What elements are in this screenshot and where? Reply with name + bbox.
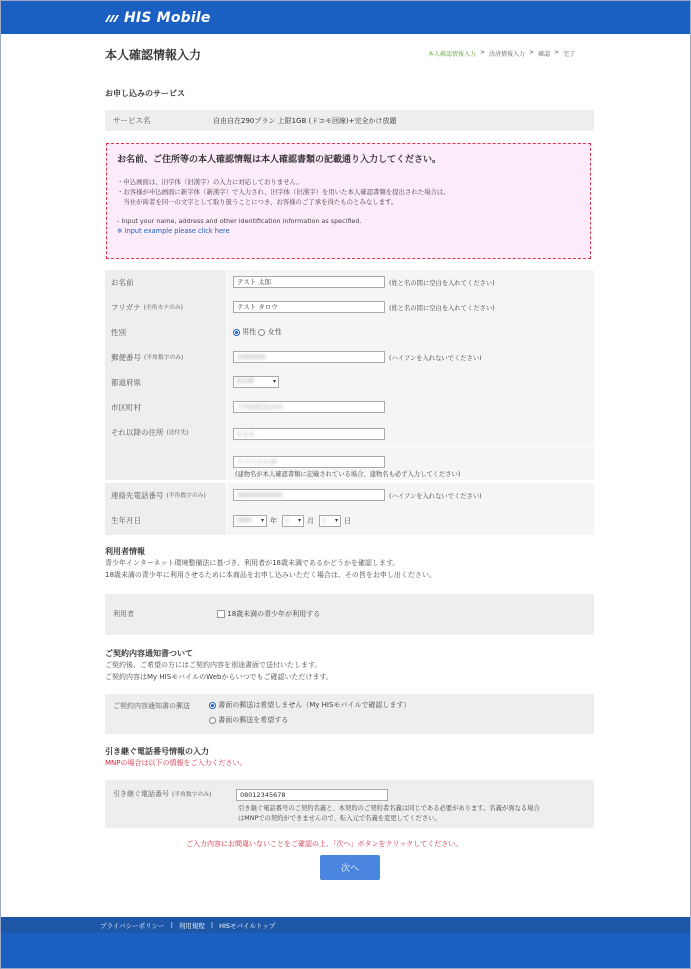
prefecture-select[interactable] — [233, 376, 279, 388]
user-info-text-2: 18歳未満の青少年に利用させるために本商品をお申し込みいただく場合は、その旨をお申し出ください。 — [105, 571, 436, 579]
phone-label — [105, 483, 226, 508]
furigana-note: (全角カナのみ) — [143, 305, 183, 311]
name-label — [105, 270, 226, 295]
day-unit: 日 — [344, 517, 351, 525]
form-row-city — [105, 395, 594, 421]
notice-title: お名前、ご住所等の本人確認情報は本人確認書類の記載通り入力してください。 — [117, 155, 442, 165]
step-complete: 完了 — [563, 51, 576, 58]
step-indicator — [428, 49, 575, 58]
phone-label-text: 連絡先電話番号 — [111, 491, 164, 500]
logo-text: HIS Mobile — [124, 10, 211, 26]
postal-field-cell — [226, 345, 594, 370]
step-payment: 決済情報入力 — [489, 51, 526, 58]
name-input[interactable]: テスト 太郎 — [233, 276, 385, 288]
service-row — [105, 110, 594, 131]
footer-separator: | — [170, 921, 173, 929]
contract-notice-title: ご契約内容通知書ついて — [105, 649, 193, 658]
gender-field-cell — [226, 320, 594, 345]
mnp-label — [113, 788, 211, 801]
notice-line: ・お客様が申込画面に新字体（新漢字）で入力され、旧字体（旧漢字）を用いた本人確認書類を提出された場合は、 — [117, 188, 450, 196]
form-row-furigana — [105, 295, 594, 321]
address-line1-input[interactable]: 1-1-1 — [233, 428, 385, 440]
form-row-address — [105, 420, 594, 481]
postal-hint: (ハイフンを入れないでください) — [389, 355, 482, 362]
year-unit: 年 — [270, 517, 277, 525]
gender-male-label: 男性 — [242, 328, 257, 336]
mnp-subtitle: MNPの場合は以下の情報をご入力ください。 — [105, 759, 247, 767]
phone-input[interactable]: 09000000000 — [233, 489, 385, 501]
prefecture-label — [105, 370, 226, 395]
footer-links — [100, 921, 275, 930]
input-example-link[interactable]: ※ Input example please click here — [117, 227, 230, 235]
no-mail-radio[interactable] — [209, 702, 216, 709]
birth-day-select[interactable] — [319, 515, 341, 527]
mail-label: 書面の郵送を希望する — [218, 716, 289, 724]
prefecture-label-text: 都道府県 — [111, 378, 141, 387]
notice-line: - Input your name, address and other identification information as specified. — [117, 217, 362, 225]
confirm-message: ご入力内容にお間違いないことをご確認の上、「次へ」ボタンをクリックしてください。 — [186, 840, 463, 848]
step-separator: > — [529, 49, 535, 56]
birth-field-cell — [226, 508, 594, 535]
furigana-input[interactable]: テスト タロウ — [233, 301, 385, 313]
form-row-postal — [105, 345, 594, 371]
prefecture-field-cell — [226, 370, 594, 395]
site-header — [1, 1, 690, 34]
phone-hint: (ハイフンを入れないでください) — [389, 493, 482, 500]
gender-female-label: 女性 — [267, 328, 282, 336]
notice-line: ・申込画面は、旧字体（旧漢字）の入力に対応しておりません。 — [117, 178, 303, 186]
mnp-note: (半角数字のみ) — [172, 792, 212, 798]
contract-notice-row — [105, 694, 594, 734]
birth-year-value: 1990 — [236, 517, 252, 524]
mnp-phone-input[interactable]: 08012345678 — [236, 789, 388, 801]
step-separator: > — [554, 49, 560, 56]
contract-notice-option-1 — [209, 699, 410, 711]
form-row-prefecture — [105, 370, 594, 396]
mnp-label-text: 引き継ぐ電話番号 — [113, 790, 169, 798]
notice-box — [106, 143, 591, 259]
furigana-label-text: フリガナ — [111, 303, 141, 312]
mail-radio[interactable] — [209, 717, 216, 724]
contract-notice-text-2: ご契約内容はMy HISモバイルのWebからいつでもご確認いただけます。 — [105, 673, 333, 681]
form-row-name — [105, 270, 594, 296]
service-value: 自由自在290プラン 上限1GB (ドコモ回線)+完全かけ放題 — [213, 116, 397, 125]
name-label-text: お名前 — [111, 278, 134, 287]
birth-year-select[interactable] — [233, 515, 267, 527]
furigana-hint: (姓と名の間に空白を入れてください) — [389, 305, 495, 312]
minor-user-checkbox-label: 18歳未満の青少年が利用する — [227, 610, 321, 618]
city-field-cell — [226, 395, 594, 420]
contract-notice-option-2 — [209, 714, 288, 726]
mnp-title: 引き継ぐ電話番号情報の入力 — [105, 747, 209, 756]
address-divider — [227, 446, 594, 447]
address-field-cell — [226, 420, 594, 480]
name-hint: (姓と名の間に空白を入れてください) — [389, 280, 495, 287]
next-button[interactable]: 次へ — [320, 855, 380, 880]
user-info-text-1: 青少年インターネット環境整備法に基づき、利用者が18歳未満であるかどうかを確認します。 — [105, 559, 400, 567]
address-line2-input[interactable]: テストビル1F — [233, 456, 385, 468]
footer-separator: | — [210, 921, 214, 929]
furigana-label — [105, 295, 226, 320]
user-row — [105, 594, 594, 635]
name-field-cell — [226, 270, 594, 295]
mnp-desc-1: 引き継ぐ電話番号のご契約名義と、本契約のご契約者名義は同じである必要があります。名義が異なる場合 — [238, 805, 540, 812]
chevron-down-icon: ▾ — [260, 517, 264, 524]
notice-line: 当社が両者を同一の文字として取り扱うことにつき、お客様のご了承を得たものとみなします。 — [117, 198, 398, 206]
furigana-field-cell — [226, 295, 594, 320]
address-hint: (建物名が本人確認書類に記載されている場合、建物名も必ず入力してください) — [235, 471, 461, 478]
phone-field-cell — [226, 483, 594, 508]
privacy-policy-link[interactable]: プライバシーポリシー — [100, 922, 165, 930]
postal-input[interactable]: 1000000 — [233, 351, 385, 363]
form-row-gender — [105, 320, 594, 346]
gender-male-radio[interactable] — [233, 329, 240, 336]
service-label: サービス名 — [113, 116, 151, 125]
city-label — [105, 395, 226, 420]
postal-note: (半角数字のみ) — [144, 355, 184, 361]
city-input[interactable]: 千代田区丸の内 — [233, 401, 385, 413]
gender-label — [105, 320, 226, 345]
user-label: 利用者 — [113, 610, 134, 618]
month-unit: 月 — [307, 517, 314, 525]
gender-female-radio[interactable] — [258, 329, 265, 336]
step-confirm: 確認 — [538, 51, 551, 58]
his-mobile-top-link[interactable]: HISモバイルトップ — [219, 922, 276, 930]
address-label-text: それ以降の住所 — [111, 428, 164, 437]
address-note: (送付先) — [166, 430, 189, 436]
user-info-title: 利用者情報 — [105, 547, 145, 556]
minor-user-checkbox[interactable] — [217, 610, 225, 618]
no-mail-label: 書面の郵送は希望しません（My HISモバイルで確認します） — [218, 701, 411, 709]
prefecture-value: 東京都 — [236, 378, 255, 385]
mnp-desc-2: はMNPでの契約ができませんので、転入元で名義を変更してください。 — [238, 815, 441, 822]
gender-options — [233, 326, 282, 338]
contract-notice-label: ご契約内容通知書の郵送 — [113, 702, 190, 710]
birth-month-select[interactable] — [282, 515, 304, 527]
minor-user-option — [217, 608, 320, 620]
gender-label-text: 性別 — [111, 328, 126, 337]
postal-label — [105, 345, 226, 370]
phone-note: (半角数字のみ) — [166, 493, 206, 499]
logo-mark-icon — [104, 14, 120, 23]
footer-bottom — [1, 933, 690, 968]
service-section-title: お申し込みのサービス — [105, 89, 185, 98]
form-row-phone — [105, 483, 594, 509]
step-identity: 本人確認情報入力 — [428, 51, 477, 58]
page-title: 本人確認情報入力 — [105, 48, 202, 62]
birth-month-value: 1 — [285, 517, 289, 524]
contract-notice-text-1: ご契約後、ご希望の方にはご契約内容を別途書面で送付いたします。 — [105, 661, 322, 669]
postal-label-text: 郵便番号 — [111, 353, 141, 362]
address-label — [105, 420, 226, 480]
city-label-text: 市区町村 — [111, 403, 141, 412]
terms-link[interactable]: 利用規程 — [178, 922, 205, 930]
mnp-row — [105, 780, 594, 828]
birth-day-value: 1 — [322, 517, 326, 524]
logo[interactable] — [104, 9, 211, 27]
chevron-down-icon: ▾ — [297, 517, 301, 524]
chevron-down-icon: ▾ — [272, 378, 276, 385]
chevron-down-icon: ▾ — [334, 517, 338, 524]
birth-label-text: 生年月日 — [111, 516, 141, 525]
form-row-birth — [105, 508, 594, 535]
birth-label — [105, 508, 226, 535]
step-separator: > — [480, 49, 486, 56]
